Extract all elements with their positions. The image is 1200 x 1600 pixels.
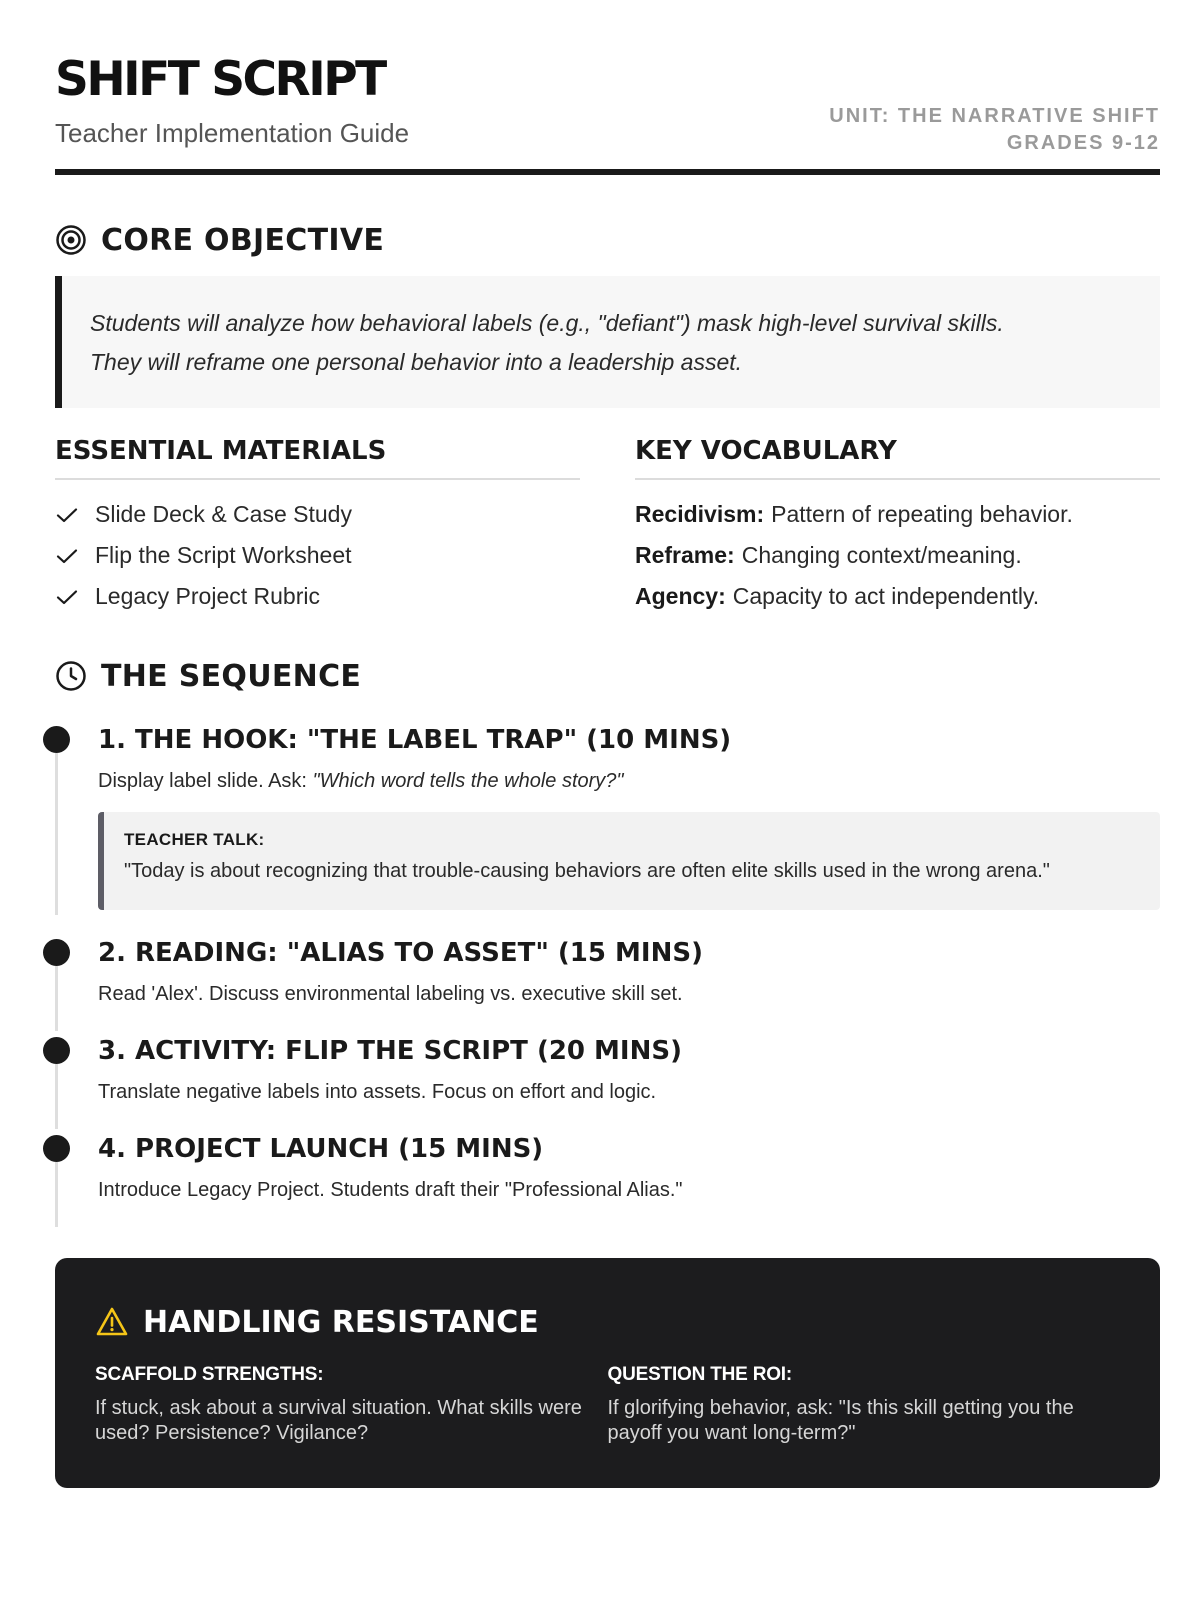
handling-resistance-box (55, 1258, 1160, 1488)
resistance-text: If stuck, ask about a survival situation. What skills were used? Persistence? Vigilance? (95, 1397, 582, 1444)
resistance-heading (95, 1302, 1120, 1342)
vocab-definition: Pattern of repeating behavior. (771, 501, 1073, 527)
step-text: Display label slide. Ask: (98, 770, 313, 792)
checkmark-icon (55, 544, 79, 568)
objective-line-1: Students will analyze how behavioral labels (e.g., "defiant") mask high-level survival skills. (90, 310, 1004, 336)
target-icon (55, 224, 87, 256)
guide-page (55, 0, 1160, 1444)
step-title: 3. ACTIVITY: FLIP THE SCRIPT (20 MINS) (98, 1036, 682, 1066)
sequence-timeline (55, 720, 1160, 1227)
sequence-step (55, 1129, 1160, 1227)
objective-line-2: They will reframe one personal behavior into a leadership asset. (90, 349, 743, 375)
resistance-column (95, 1364, 608, 1446)
list-item (635, 494, 1160, 535)
material-label: Flip the Script Worksheet (95, 542, 352, 568)
clock-icon (55, 660, 87, 692)
warning-icon (95, 1305, 129, 1339)
checkmark-icon (55, 503, 79, 527)
materials-list (55, 494, 580, 617)
teacher-talk-callout (98, 812, 1160, 910)
list-item (55, 494, 580, 535)
resistance-title: HANDLING RESISTANCE (143, 1304, 539, 1340)
sequence-step (55, 933, 1160, 1031)
list-item (635, 576, 1160, 617)
core-objective-title: CORE OBJECTIVE (101, 222, 385, 258)
timeline-dot (43, 726, 70, 753)
sequence-step (55, 1031, 1160, 1129)
step-quote: "Which word tells the whole story?" (312, 770, 624, 792)
list-item (55, 535, 580, 576)
material-label: Legacy Project Rubric (95, 583, 320, 609)
sequence-title: THE SEQUENCE (101, 658, 362, 694)
checkmark-icon (55, 585, 79, 609)
vocab-term: Recidivism: (635, 501, 765, 527)
timeline-dot (43, 939, 70, 966)
timeline-line (55, 966, 58, 1031)
teacher-talk-text: "Today is about recognizing that trouble-causing behaviors are often elite skills used in the wrong arena." (124, 860, 1050, 882)
step-title: 1. THE HOOK: "THE LABEL TRAP" (10 MINS) (98, 725, 732, 755)
timeline-line (55, 1162, 58, 1227)
objective-callout (55, 276, 1160, 408)
vocabulary-list (635, 494, 1160, 617)
list-item (635, 535, 1160, 576)
resistance-label: QUESTION THE ROI: (607, 1364, 792, 1385)
page-subtitle: Teacher Implementation Guide (55, 118, 410, 148)
step-description: Translate negative labels into assets. Focus on effort and logic. (98, 1081, 657, 1103)
resistance-columns (95, 1364, 1120, 1446)
vocabulary-column (635, 436, 1160, 617)
step-title: 2. READING: "ALIAS TO ASSET" (15 MINS) (98, 938, 703, 968)
timeline-line (55, 1064, 58, 1129)
teacher-talk-label: TEACHER TALK: (124, 830, 265, 849)
timeline-dot (43, 1135, 70, 1162)
step-description (98, 768, 1160, 794)
step-description: Read 'Alex'. Discuss environmental labeling vs. executive skill set. (98, 983, 683, 1005)
page-title: SHIFT SCRIPT (55, 52, 385, 107)
resistance-column (608, 1364, 1121, 1446)
vocab-term: Agency: (635, 583, 726, 609)
resistance-label: SCAFFOLD STRENGTHS: (95, 1364, 324, 1385)
vocab-definition: Capacity to act independently. (732, 583, 1040, 609)
materials-column (55, 436, 580, 617)
step-title: 4. PROJECT LAUNCH (15 MINS) (98, 1134, 544, 1164)
vocab-term: Reframe: (635, 542, 735, 568)
sequence-step (55, 720, 1160, 915)
core-objective-heading (55, 220, 384, 260)
sequence-heading (55, 656, 361, 696)
vocab-definition: Changing context/meaning. (741, 542, 1022, 568)
list-item (55, 576, 580, 617)
vocabulary-heading: KEY VOCABULARY (635, 436, 1160, 480)
header-divider (55, 169, 1160, 175)
timeline-dot (43, 1037, 70, 1064)
step-description: Introduce Legacy Project. Students draft their "Professional Alias." (98, 1179, 683, 1201)
unit-meta (829, 103, 1160, 157)
resistance-text: If glorifying behavior, ask: "Is this skill getting you the payoff you want long-term?" (607, 1397, 1074, 1444)
timeline-line (55, 753, 58, 915)
page-header (55, 0, 1160, 176)
material-label: Slide Deck & Case Study (95, 501, 352, 527)
grades-label: GRADES 9-12 (1006, 132, 1160, 154)
materials-heading: ESSENTIAL MATERIALS (55, 436, 580, 480)
unit-label: UNIT: THE NARRATIVE SHIFT (829, 105, 1160, 127)
